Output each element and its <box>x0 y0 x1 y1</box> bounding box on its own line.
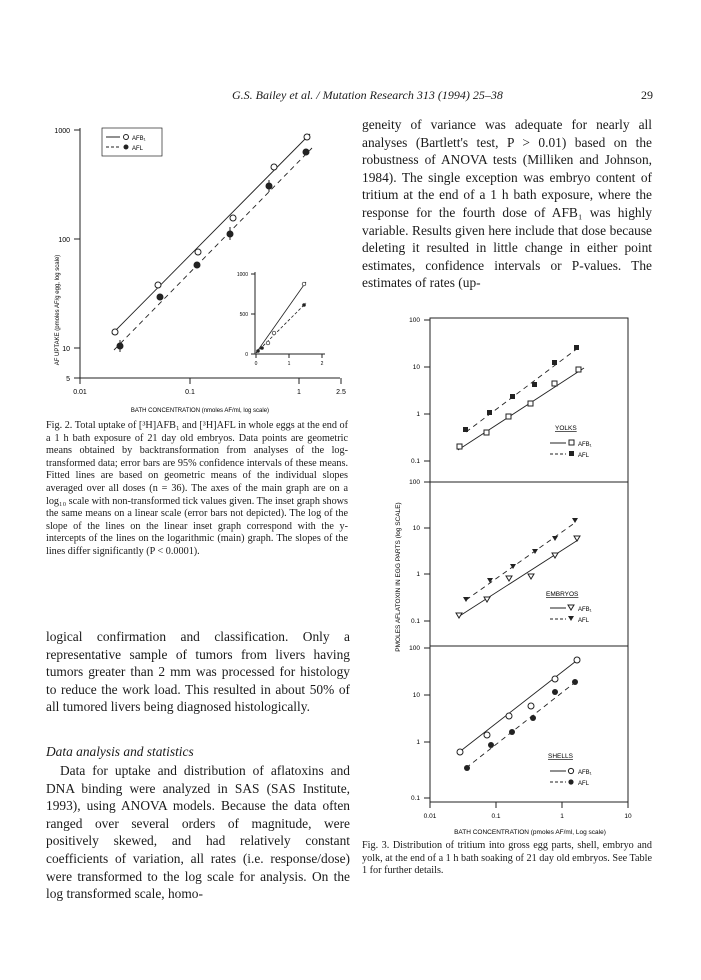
shells-legend-afl: AFL <box>578 781 590 787</box>
fig2-ytick-1000: 1000 <box>54 128 70 135</box>
yolks-ytick-10: 10 <box>412 364 420 371</box>
fig2-ytick-5: 5 <box>66 376 70 383</box>
shells-ytick-1: 1 <box>416 739 420 746</box>
fig2-afl-point <box>227 231 233 237</box>
inset-ytick-1000: 1000 <box>236 272 248 278</box>
fig3-xtick-0.01: 0.01 <box>423 813 437 820</box>
embryos-ytick-1: 1 <box>416 571 420 578</box>
fig3-ylabel: PMOLES AFLATOXIN IN EGG PARTS (log SCALE) <box>395 502 402 652</box>
yolks-ytick-0.1: 0.1 <box>410 458 420 465</box>
inset-ytick-500: 500 <box>239 312 248 318</box>
fig2-xtick-0.1: 0.1 <box>185 389 195 396</box>
yolks-ytick-1: 1 <box>416 411 420 418</box>
shells-ytick-100: 100 <box>409 645 420 652</box>
embryos-legend-afb1: AFB₁ <box>578 607 592 613</box>
fig2-afb1-point <box>155 282 161 288</box>
fig2-afl-points <box>117 149 309 352</box>
embryos-ytick-0.1: 0.1 <box>410 618 420 625</box>
fig3-xlabel: BATH CONCENTRATION (pmoles AF/ml, Log scale) <box>454 829 606 836</box>
shells-label: SHELLS <box>548 753 573 760</box>
inset-xtick-1: 1 <box>287 361 291 367</box>
fig2-afb1-fit <box>112 134 310 334</box>
fig3-panel-embryos <box>409 479 628 646</box>
fig3-panel-yolks <box>409 317 628 482</box>
page-number: 29 <box>641 88 653 102</box>
fig3-xtick-1: 1 <box>560 813 564 820</box>
fig2-xtick-1: 1 <box>297 389 301 396</box>
fig2-afb1-point <box>304 134 310 140</box>
fig3-caption: Fig. 3. Distribution of tritium into gross egg parts, shell, embryo and yolk, at the end of a 1 h bath soaking of 21 day old embryos. See Table 1 for further details. <box>362 840 652 877</box>
figure-3 <box>362 312 662 852</box>
fig3-xtick-10: 10 <box>624 813 632 820</box>
shells-legend-afb1: AFB₁ <box>578 770 592 776</box>
right-paragraph-text: geneity of variance was adequate for nearly all analyses (Bartlett's test, P > 0.01) based on the robustness of ANOVA tests (Milliken and Johnson, 1984). The single exception was embryo content of tritium at the end of a 1 h bath exposure, where the response for the fourth dose of AFB₁ was highly variable. Results given here include that dose because deleting it resulted in little change in either point estimates, confidence intervals or P-values. The estimates of rates (up- <box>362 117 652 291</box>
fig2-afl-point <box>303 149 309 155</box>
left-paragraph-2 <box>46 762 350 903</box>
shells-ytick-10: 10 <box>412 692 420 699</box>
fig2-afl-point <box>117 343 123 349</box>
fig3-panel-shells <box>409 645 628 802</box>
yolks-legend-afb1: AFB₁ <box>578 442 592 448</box>
inset-xtick-0: 0 <box>254 361 258 367</box>
fig2-inset <box>237 272 325 367</box>
left-paragraph-2-text: Data for uptake and distribution of aflatoxins and DNA binding were analyzed in SAS (SAS Institute, 1993), using ANOVA models. Because the data often ranged over several orders of magnitude, were positively skewed, and had relatively constant coefficients of variation, all rates (i.e. response/dose) were transformed to the log scale for analysis. On the log transformed scale, homo- <box>46 763 350 902</box>
right-paragraph <box>362 116 652 292</box>
fig2-afl-point <box>266 183 272 189</box>
fig2-afb1-point <box>230 215 236 221</box>
fig2-xlabel: BATH CONCENTRATION (nmoles AF/ml, log scale) <box>130 408 270 414</box>
fig2-legend-afb1: AFB₁ <box>132 136 146 142</box>
running-title: G.S. Bailey et al. / Mutation Research 313 (1994) 25–38 <box>232 88 503 102</box>
left-paragraph-1 <box>46 628 350 716</box>
fig2-xtick-2.5: 2.5 <box>336 389 346 396</box>
left-paragraph-1-text: logical confirmation and classification. Only a representative sample of tumors from livers having tumors greater than 2 mm was processed for histology to reduce the work load. This resulted in about 50% of all tumored livers being diagnosed histologically. <box>46 629 350 715</box>
fig2-caption: Fig. 2. Total uptake of [³H]AFB₁ and [³H]AFL in whole eggs at the end of a 1 h bath exposure of 21 day old embryos. Data points are geometric means obtained by backtransformation from analyses of the log-transformed data; error bars are 95% confidence intervals of these means. Fitted lines are based on geometric means of the individual slopes averaged over all doses (n = 36). The axes of the main graph are on a log₁₀ scale with non-transformed tick values given. The inset graph shows the same means on a linear scale (error bars not depicted). The log of the slope of the lines on the linear inset graph correspond with the y-intercepts of the lines on the logarithmic (main) graph. The slopes of the lines differ significantly (P < 0.0001). <box>46 420 349 557</box>
fig2-ytick-100: 100 <box>58 237 70 244</box>
inset-xtick-2: 2 <box>320 361 324 367</box>
figure-2 <box>40 110 355 415</box>
section-heading: Data analysis and statistics <box>46 744 194 759</box>
shells-ytick-0.1: 0.1 <box>410 795 420 802</box>
fig2-afb1-point <box>271 164 277 170</box>
embryos-label: EMBRYOS <box>546 591 579 598</box>
fig2-ytick-10: 10 <box>62 346 70 353</box>
fig2-afl-point <box>194 262 200 268</box>
embryos-ytick-10: 10 <box>412 525 420 532</box>
fig2-ylabel: AF UPTAKE (pmoles AF/g egg, log scale) <box>55 254 61 366</box>
fig3-xtick-0.1: 0.1 <box>491 813 501 820</box>
yolks-label: YOLKS <box>555 425 577 432</box>
fig2-afb1-point <box>195 249 201 255</box>
inset-ytick-0: 0 <box>245 352 248 358</box>
yolks-ytick-100: 100 <box>409 317 420 324</box>
fig2-legend-afl: AFL <box>132 146 144 152</box>
fig2-afl-point <box>157 294 163 300</box>
yolks-legend-afl: AFL <box>578 453 590 459</box>
fig2-xtick-0.01: 0.01 <box>73 389 87 396</box>
fig2-afb1-point <box>112 329 118 335</box>
fig2-afl-fit <box>114 148 312 350</box>
embryos-legend-afl: AFL <box>578 618 590 624</box>
embryos-ytick-100: 100 <box>409 479 420 486</box>
